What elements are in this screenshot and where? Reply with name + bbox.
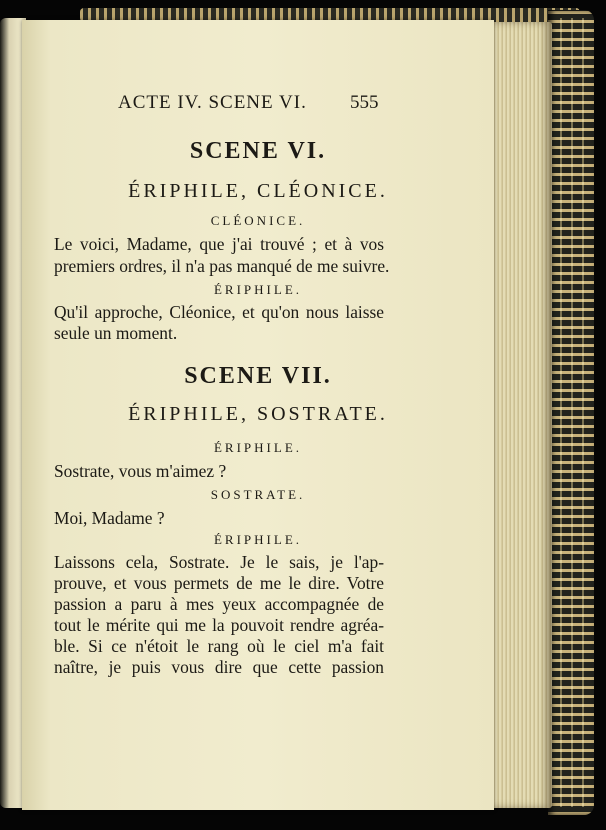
speaker-name: ÉRIPHILE. (213, 440, 303, 455)
scene-6-title: SCENE VI. (189, 138, 327, 164)
running-head: ACTE IV. SCENE VI. (118, 92, 307, 113)
dialogue-line: prouve, et vous permets de me le dire. Votre (54, 573, 384, 593)
dialogue-line: ble. Si ce n'étoit le rang où le ciel m'a fait (54, 636, 384, 656)
speaker-name: ÉRIPHILE. (213, 532, 303, 547)
dialogue-line: Qu'il approche, Cléonice, et qu'on nous laisse (54, 302, 384, 322)
scene-6-cast: ÉRIPHILE, CLÉONICE. (128, 180, 388, 202)
dialogue-line: tout le mérite qui me la pouvoit rendre agréa- (54, 615, 384, 635)
dialogue-line: Laissons cela, Sostrate. Je le sais, je l'ap- (54, 552, 384, 572)
scene-7-title: SCENE VII. (184, 363, 332, 389)
page-edges (490, 22, 552, 808)
dialogue-line: seule un moment. (54, 323, 178, 343)
dialogue-line: Moi, Madame ? (54, 508, 165, 528)
dialogue-line: naître, je puis vous dire que cette passion (54, 657, 384, 677)
page-text (22, 20, 494, 810)
dialogue-line: premiers ordres, il n'a pas manqué de me suivre. (54, 256, 390, 276)
speaker-name: SOSTRATE. (210, 487, 306, 502)
dialogue-line: Le voici, Madame, que j'ai trouvé ; et à vos (54, 234, 384, 254)
book-page (22, 20, 494, 810)
speaker-name: ÉRIPHILE. (213, 282, 303, 297)
speaker-name: CLÉONICE. (210, 213, 306, 228)
dialogue-line: Sostrate, vous m'aimez ? (54, 461, 227, 481)
scene-7-cast: ÉRIPHILE, SOSTRATE. (128, 403, 388, 425)
book-cover-spine (548, 10, 594, 815)
dialogue-line: passion a paru à mes yeux accompagnée de (54, 594, 384, 614)
page-number: 555 (350, 92, 379, 113)
